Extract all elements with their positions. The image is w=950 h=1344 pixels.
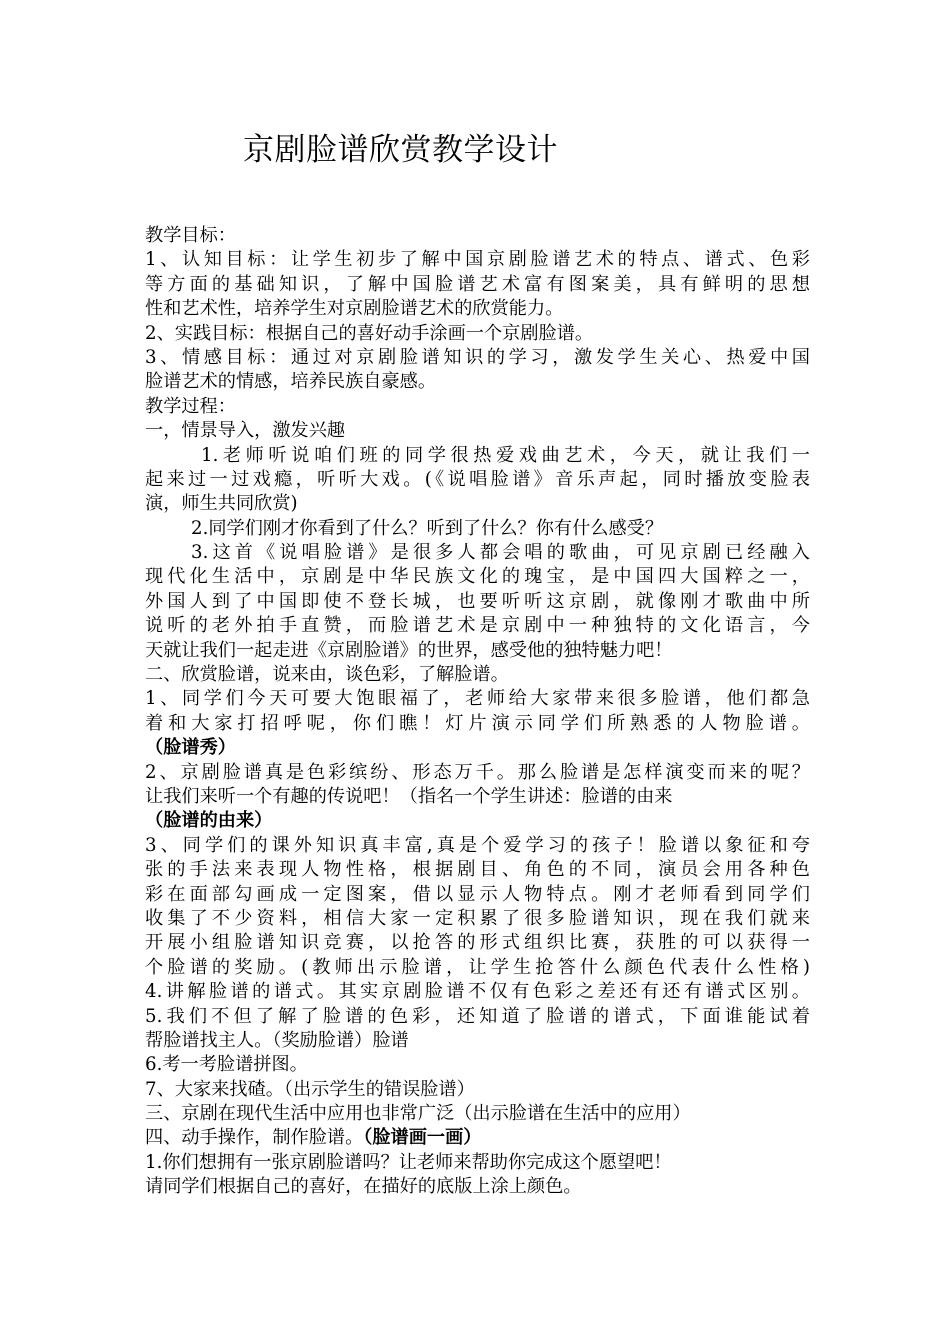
body-line-text: 外国人到了中国即使不登长城，也要听听这京剧，就像刚才歌曲中所 bbox=[145, 590, 810, 612]
document-body bbox=[145, 224, 810, 1200]
body-line-text: 教学目标： bbox=[145, 225, 236, 246]
body-line-text: 2、实践目标：根据自己的喜好动手涂画一个京剧脸谱。 bbox=[145, 322, 594, 344]
body-line-text: 天就让我们一起走进《京剧脸谱》的世界，感受他的独特魅力吧！ bbox=[145, 639, 673, 661]
body-line bbox=[145, 468, 810, 492]
body-line-text: 三、京剧在现代生活中应用也非常广泛（出示脸谱在生活中的应用） bbox=[145, 1103, 691, 1125]
body-line-text: 7、大家来找碴。（出示学生的错误脸谱） bbox=[145, 1078, 475, 1100]
body-line bbox=[145, 346, 810, 370]
body-line bbox=[145, 517, 810, 541]
body-line bbox=[145, 1151, 810, 1175]
body-line-text: 一，情景导入，激发兴趣 bbox=[145, 420, 346, 442]
body-line bbox=[145, 444, 810, 468]
body-line-text: 1、同学们今天可要大饱眼福了，老师给大家带来很多脸谱，他们都急 bbox=[145, 688, 810, 710]
body-line-text: 四、动手操作，制作脸谱。 bbox=[145, 1127, 364, 1149]
document-title: 京剧脸谱欣赏教学设计 bbox=[243, 132, 558, 168]
body-line bbox=[145, 224, 810, 248]
body-line bbox=[145, 736, 810, 760]
body-line bbox=[145, 1029, 810, 1053]
body-line-text: 3、情感目标：通过对京剧脸谱知识的学习，激发学生关心、热爱中国 bbox=[145, 346, 810, 368]
body-line bbox=[145, 1053, 810, 1077]
body-line-text: 收集了不少资料，相信大家一定积累了很多脸谱知识，现在我们就来 bbox=[145, 907, 810, 929]
body-line bbox=[145, 1005, 810, 1029]
body-line bbox=[145, 614, 810, 638]
body-line-text: 3、同学们的课外知识真丰富,真是个爱学习的孩子！脸谱以象征和夸 bbox=[145, 834, 810, 856]
body-line bbox=[145, 980, 810, 1004]
body-line bbox=[145, 712, 810, 736]
body-line bbox=[145, 663, 810, 687]
body-line bbox=[145, 322, 810, 346]
body-line-text: 1、认知目标：让学生初步了解中国京剧脸谱艺术的特点、谱式、色彩 bbox=[145, 249, 810, 271]
body-line bbox=[145, 931, 810, 955]
body-line bbox=[145, 590, 810, 614]
body-line bbox=[145, 834, 810, 858]
body-line-text: 6.考一考脸谱拼图。 bbox=[145, 1054, 308, 1076]
body-line-text: 帮脸谱找主人。（奖励脸谱）脸谱 bbox=[145, 1029, 409, 1051]
body-line-text: 5.我们不但了解了脸谱的色彩，还知道了脸谱的谱式，下面谁能试着 bbox=[145, 1005, 810, 1027]
body-line-text: 等方面的基础知识，了解中国脸谱艺术富有图案美，具有鲜明的思想 bbox=[145, 273, 810, 295]
body-line-text: 教学过程： bbox=[145, 395, 236, 417]
body-line bbox=[145, 883, 810, 907]
body-line-text: 开展小组脸谱知识竞赛，以抢答的形式组织比赛，获胜的可以获得一 bbox=[145, 932, 810, 954]
body-line bbox=[145, 297, 810, 321]
body-line-text: 1.你们想拥有一张京剧脸谱吗？让老师来帮助你完成这个愿望吧！ bbox=[145, 1151, 672, 1173]
body-line-text: 4.讲解脸谱的谱式。其实京剧脸谱不仅有色彩之差还有还有谱式区别。 bbox=[145, 981, 810, 1003]
body-line bbox=[145, 273, 810, 297]
body-line-text: 让我们来听一个有趣的传说吧！（指名一个学生讲述：脸谱的由来 bbox=[145, 785, 673, 807]
body-line-text: 彩在面部勾画成一定图案，借以显示人物特点。刚才老师看到同学们 bbox=[145, 883, 810, 905]
body-line bbox=[145, 395, 810, 419]
body-line bbox=[145, 1175, 810, 1199]
body-line bbox=[145, 1102, 810, 1126]
body-line-text: 请同学们根据自己的喜好，在描好的底版上涂上颜色。 bbox=[145, 1176, 582, 1198]
body-line bbox=[145, 687, 810, 711]
body-line bbox=[145, 956, 810, 980]
body-line-text: 2.同学们刚才你看到了什么？听到了什么？你有什么感受？ bbox=[191, 517, 664, 539]
body-line bbox=[145, 858, 810, 882]
body-line-text: 脸谱艺术的情感，培养民族自豪感。 bbox=[145, 371, 437, 393]
body-line bbox=[145, 419, 810, 443]
body-line-text: 个脸谱的奖励。(教师出示脸谱，让学生抢答什么颜色代表什么性格) bbox=[145, 956, 810, 978]
body-line bbox=[145, 1078, 810, 1102]
body-line bbox=[145, 541, 810, 565]
body-line bbox=[145, 639, 810, 663]
body-line-text: 2、京剧脸谱真是色彩缤纷、形态万千。那么脸谱是怎样演变而来的呢？ bbox=[145, 761, 810, 783]
body-line-text: 3.这首《说唱脸谱》是很多人都会唱的歌曲，可见京剧已经融入 bbox=[191, 542, 810, 564]
body-line bbox=[145, 248, 810, 272]
body-line-text: 二、欣赏脸谱，说来由，谈色彩，了解脸谱。 bbox=[145, 664, 509, 686]
body-line-text: 1.老师听说咱们班的同学很热爱戏曲艺术，今天，就让我们一 bbox=[201, 444, 810, 466]
body-line-text: 着和大家打招呼呢，你们瞧！灯片演示同学们所熟悉的人物脸谱。 bbox=[145, 712, 810, 734]
body-line-text: 说听的老外拍手直赞，而脸谱艺术是京剧中一种独特的文化语言，今 bbox=[145, 615, 810, 637]
body-line bbox=[145, 907, 810, 931]
body-line-text: 起来过一过戏瘾，听听大戏。(《说唱脸谱》音乐声起，同时播放变脸表 bbox=[145, 468, 810, 490]
body-line bbox=[145, 492, 810, 516]
body-line-text: （脸谱秀） bbox=[145, 737, 236, 759]
body-line-bold-note: （脸谱画一画） bbox=[363, 1127, 482, 1149]
body-line-text: 性和艺术性，培养学生对京剧脸谱艺术的欣赏能力。 bbox=[145, 298, 564, 320]
body-line bbox=[145, 809, 810, 833]
body-line bbox=[145, 370, 810, 394]
body-line-text: （脸谱的由来） bbox=[145, 810, 273, 832]
body-line bbox=[145, 785, 810, 809]
body-line bbox=[145, 1126, 810, 1150]
body-line-text: 现代化生活中，京剧是中华民族文化的瑰宝，是中国四大国粹之一， bbox=[145, 566, 810, 588]
body-line bbox=[145, 565, 810, 589]
body-line-text: 演，师生共同欣赏) bbox=[145, 493, 298, 515]
body-line-text: 张的手法来表现人物性格，根据剧目、角色的不同，演员会用各种色 bbox=[145, 859, 810, 881]
body-line bbox=[145, 761, 810, 785]
